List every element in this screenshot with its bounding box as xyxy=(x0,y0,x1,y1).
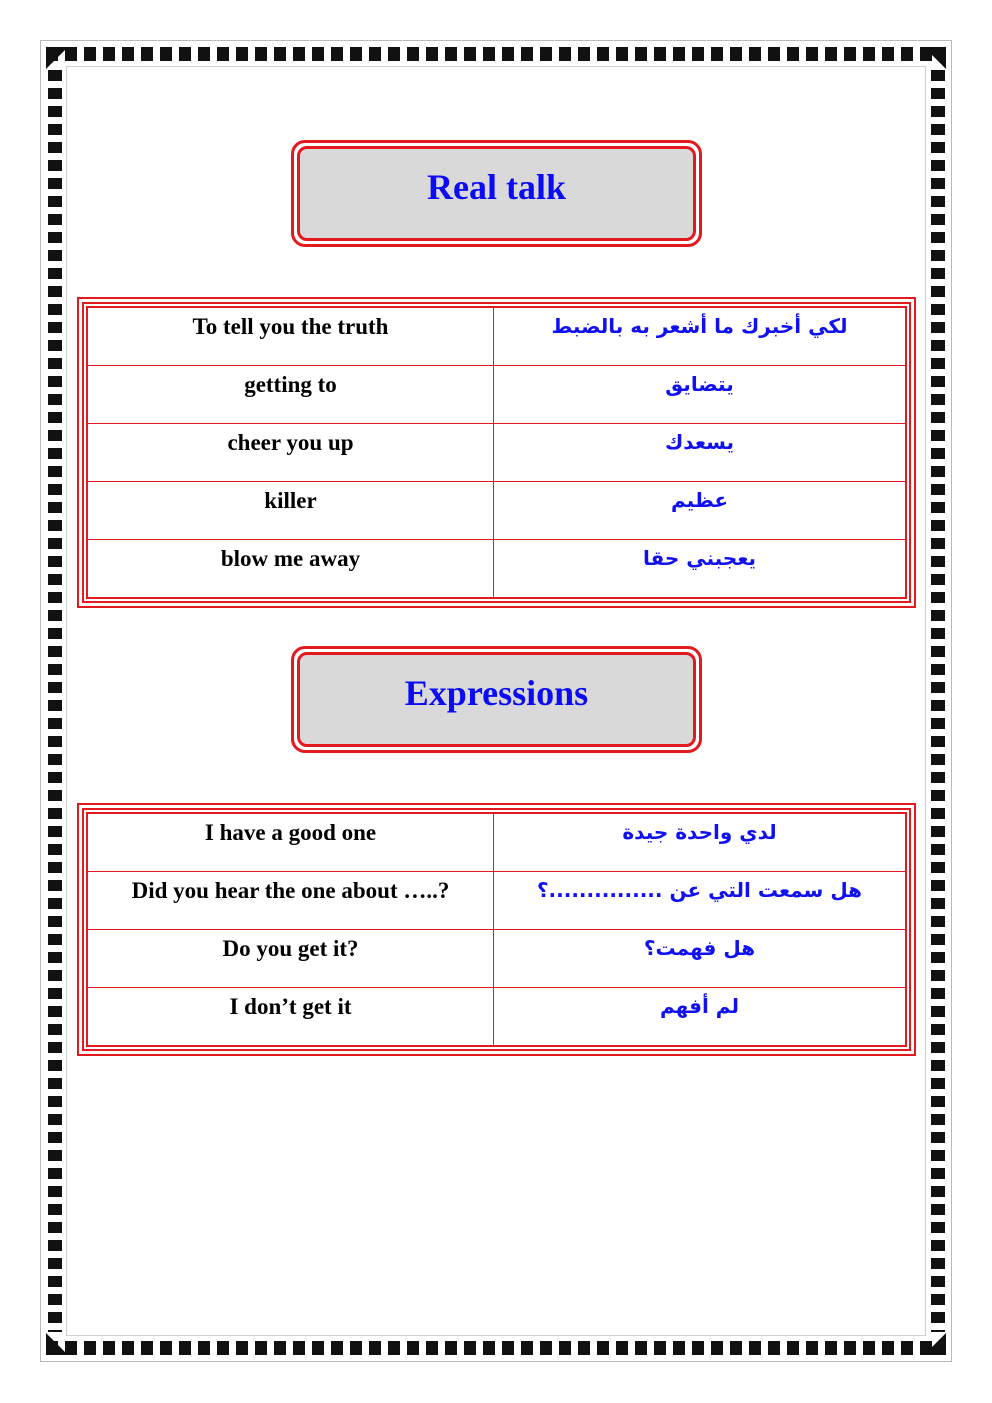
arabic-translation: يتضايق xyxy=(665,372,734,396)
decorative-border-top xyxy=(46,47,946,61)
arabic-translation: يسعدك xyxy=(664,430,735,454)
table-row xyxy=(88,988,905,1045)
border-corner-bottom-left xyxy=(46,1333,68,1355)
table-row xyxy=(88,482,905,540)
table-row xyxy=(88,814,905,872)
vocab-table-real-talk xyxy=(77,297,916,608)
arabic-translation: لم أفهم xyxy=(660,994,739,1018)
table-row xyxy=(88,930,905,988)
english-phrase: Do you get it? xyxy=(88,930,494,987)
table-body xyxy=(86,306,907,599)
section-title-box-real-talk xyxy=(291,140,702,247)
english-phrase: I don’t get it xyxy=(88,988,494,1045)
english-phrase: killer xyxy=(88,482,494,539)
table-row xyxy=(88,308,905,366)
section-title-box-expressions xyxy=(291,646,702,753)
table-row xyxy=(88,540,905,597)
english-phrase: Did you hear the one about …..? xyxy=(88,872,494,929)
english-phrase: blow me away xyxy=(88,540,494,597)
border-corner-top-left xyxy=(46,47,68,69)
decorative-border-bottom xyxy=(46,1341,946,1355)
section-title: Expressions xyxy=(404,673,589,713)
arabic-translation: هل سمعت التي عن ...............؟ xyxy=(536,878,863,902)
table-row xyxy=(88,872,905,930)
border-corner-bottom-right xyxy=(924,1333,946,1355)
english-phrase: To tell you the truth xyxy=(88,308,494,365)
arabic-translation: عظيم xyxy=(671,488,728,512)
table-frame xyxy=(82,302,911,603)
english-phrase: I have a good one xyxy=(88,814,494,871)
arabic-translation: هل فهمت؟ xyxy=(643,936,756,960)
border-corner-top-right xyxy=(924,47,946,69)
table-frame xyxy=(82,808,911,1051)
arabic-translation: لكي أخبرك ما أشعر به بالضبط xyxy=(551,314,848,338)
table-row xyxy=(88,366,905,424)
table-body xyxy=(86,812,907,1047)
decorative-border-left xyxy=(48,70,62,1332)
section-title-panel xyxy=(297,652,696,747)
english-phrase: getting to xyxy=(88,366,494,423)
decorative-border-right xyxy=(931,70,945,1332)
arabic-translation: يعجبني حقا xyxy=(642,546,757,570)
vocab-table-expressions xyxy=(77,803,916,1056)
table-row xyxy=(88,424,905,482)
arabic-translation: لدي واحدة جيدة xyxy=(622,820,777,844)
english-phrase: cheer you up xyxy=(88,424,494,481)
section-title-panel xyxy=(297,146,696,241)
section-title: Real talk xyxy=(427,167,566,207)
